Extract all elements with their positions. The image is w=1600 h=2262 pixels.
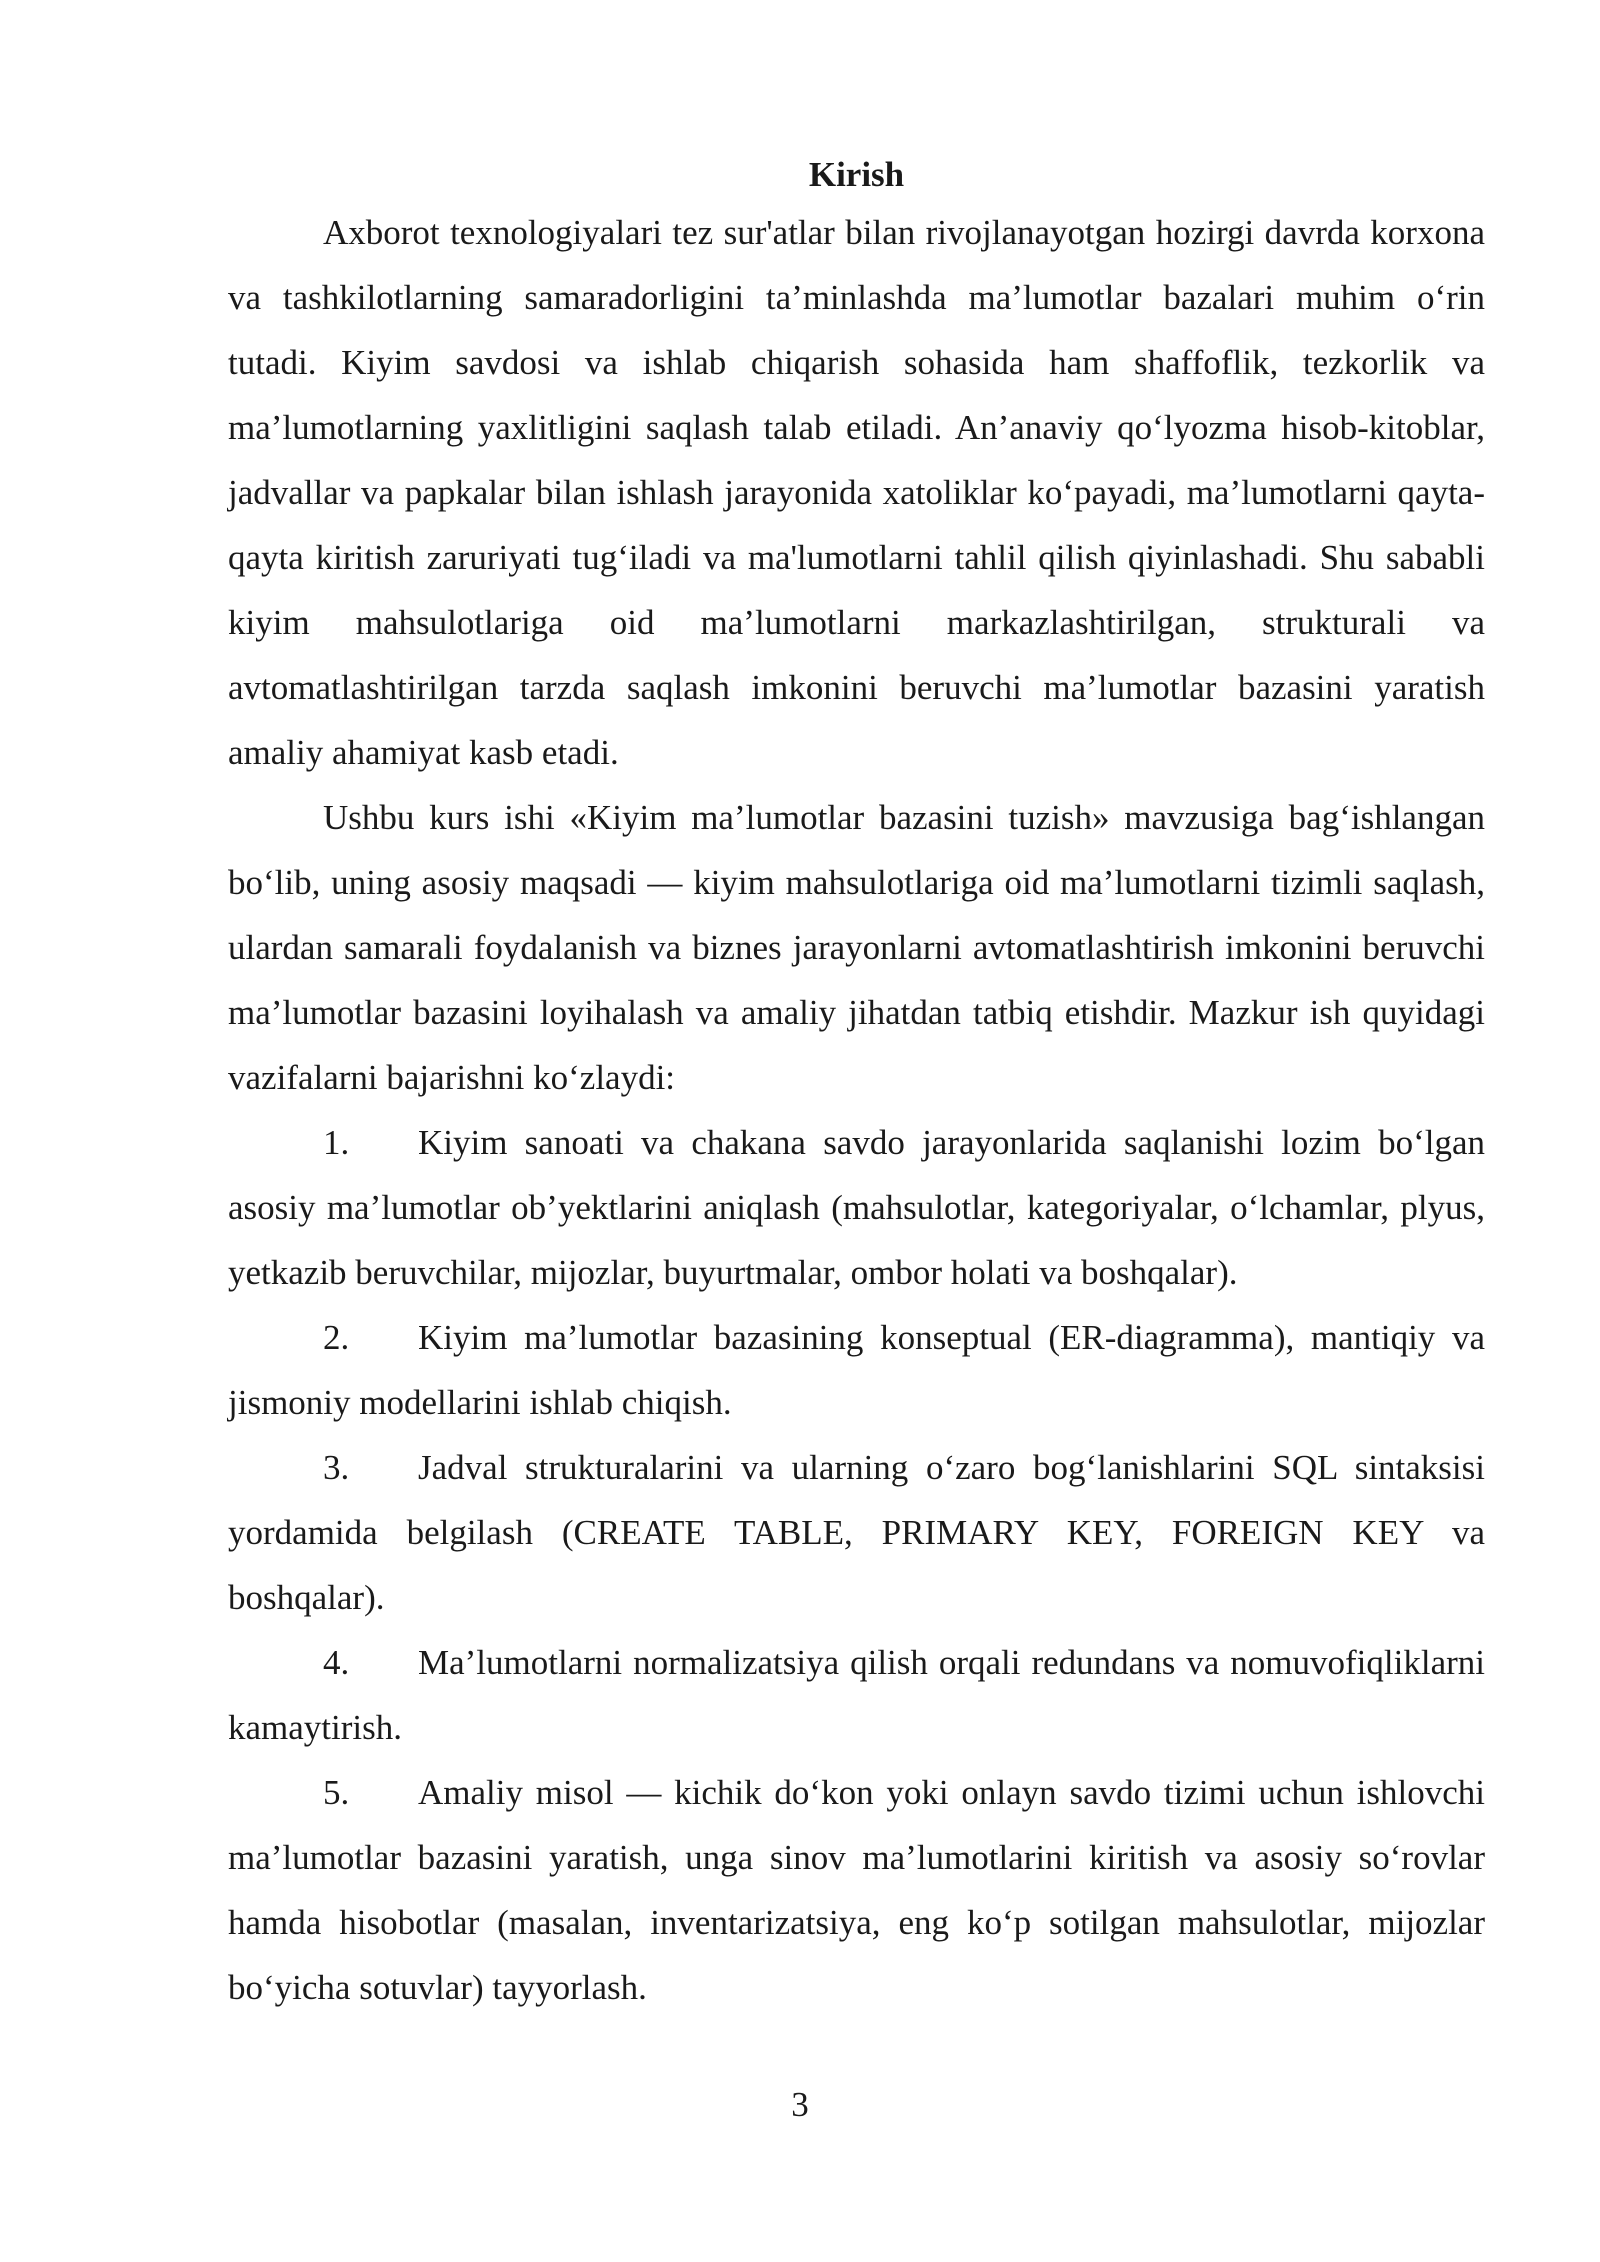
intro-paragraph: Axborot texnologiyalari tez sur'atlar bilan rivojlanayotgan hozirgi davrda korxona va tashkilotlarning samaradorligini ta’minlashda ma’lumotlar bazalari muhim o‘rin tutadi. Kiyim savdosi va ishlab chiqarish sohasida ham shaffoflik, tezkorlik va ma’lumotlarning yaxlitligini saqlash talab etiladi. An’anaviy qo‘lyozma hisob-kitoblar, jadvallar va papkalar bilan ishlash jarayonida xatoliklar ko‘payadi, ma’lumotlarni qayta-qayta kiritish zaruriyati tug‘iladi va ma'lumotlarni tahlil qilish qiyinlashadi. Shu sababli kiyim mahsulotlariga oid ma’lumotlarni markazlashtirilgan, strukturali va avtomatlashtirilgan tarzda saqlash imkonini beruvchi ma’lumotlar bazasini yaratish amaliy ahamiyat kasb etadi.	[228, 213, 1485, 772]
task-list-item	[228, 1630, 1485, 1760]
list-item-text: Jadval strukturalarini va ularning o‘zaro bog‘lanishlarini SQL sintaksisi yordamida belgilash (CREATE TABLE, PRIMARY KEY, FOREIGN KEY va boshqalar).	[228, 1448, 1485, 1617]
task-list-item	[228, 1760, 1485, 2020]
list-item-text: Kiyim ma’lumotlar bazasining konseptual (ER-diagramma), mantiqiy va jismoniy modellarini ishlab chiqish.	[228, 1318, 1485, 1422]
task-list-item	[228, 1305, 1485, 1435]
page-number: 3	[791, 2085, 809, 2124]
section-title: Kirish	[808, 155, 905, 194]
list-item-text: Kiyim sanoati va chakana savdo jarayonlarida saqlanishi lozim bo‘lgan asosiy ma’lumotlar ob’yektlarini aniqlash (mahsulotlar, kategoriyalar, o‘lchamlar, plyus, yetkazib beruvchilar, mijozlar, buyurtmalar, ombor holati va boshqalar).	[228, 1123, 1485, 1292]
list-item-text: Amaliy misol — kichik do‘kon yoki onlayn savdo tizimi uchun ishlovchi ma’lumotlar bazasini yaratish, unga sinov ma’lumotlarini kiritish va asosiy so‘rovlar hamda hisobotlar (masalan, inventarizatsiya, eng ko‘p sotilgan mahsulotlar, mijozlar bo‘yicha sotuvlar) tayyorlash.	[228, 1773, 1485, 2007]
list-item-number: 1.	[323, 1123, 350, 1162]
list-item-number: 4.	[323, 1643, 350, 1682]
task-list-item	[228, 1435, 1485, 1630]
list-item-text: Ma’lumotlarni normalizatsiya qilish orqali redundans va nomuvofiqliklarni kamaytirish.	[228, 1643, 1485, 1747]
page-content	[228, 150, 1485, 2020]
list-item-number: 3.	[323, 1448, 350, 1487]
purpose-paragraph: Ushbu kurs ishi «Kiyim ma’lumotlar bazasini tuzish» mavzusiga bag‘ishlangan bo‘lib, uning asosiy maqsadi — kiyim mahsulotlariga oid ma’lumotlarni tizimli saqlash, ulardan samarali foydalanish va biznes jarayonlarni avtomatlashtirish imkonini beruvchi ma’lumotlar bazasini loyihalash va amaliy jihatdan tatbiq etishdir. Mazkur ish quyidagi vazifalarni bajarishni ko‘zlaydi:	[228, 798, 1485, 1097]
list-item-number: 2.	[323, 1318, 350, 1357]
list-item-number: 5.	[323, 1773, 350, 1812]
task-list-item	[228, 1110, 1485, 1305]
